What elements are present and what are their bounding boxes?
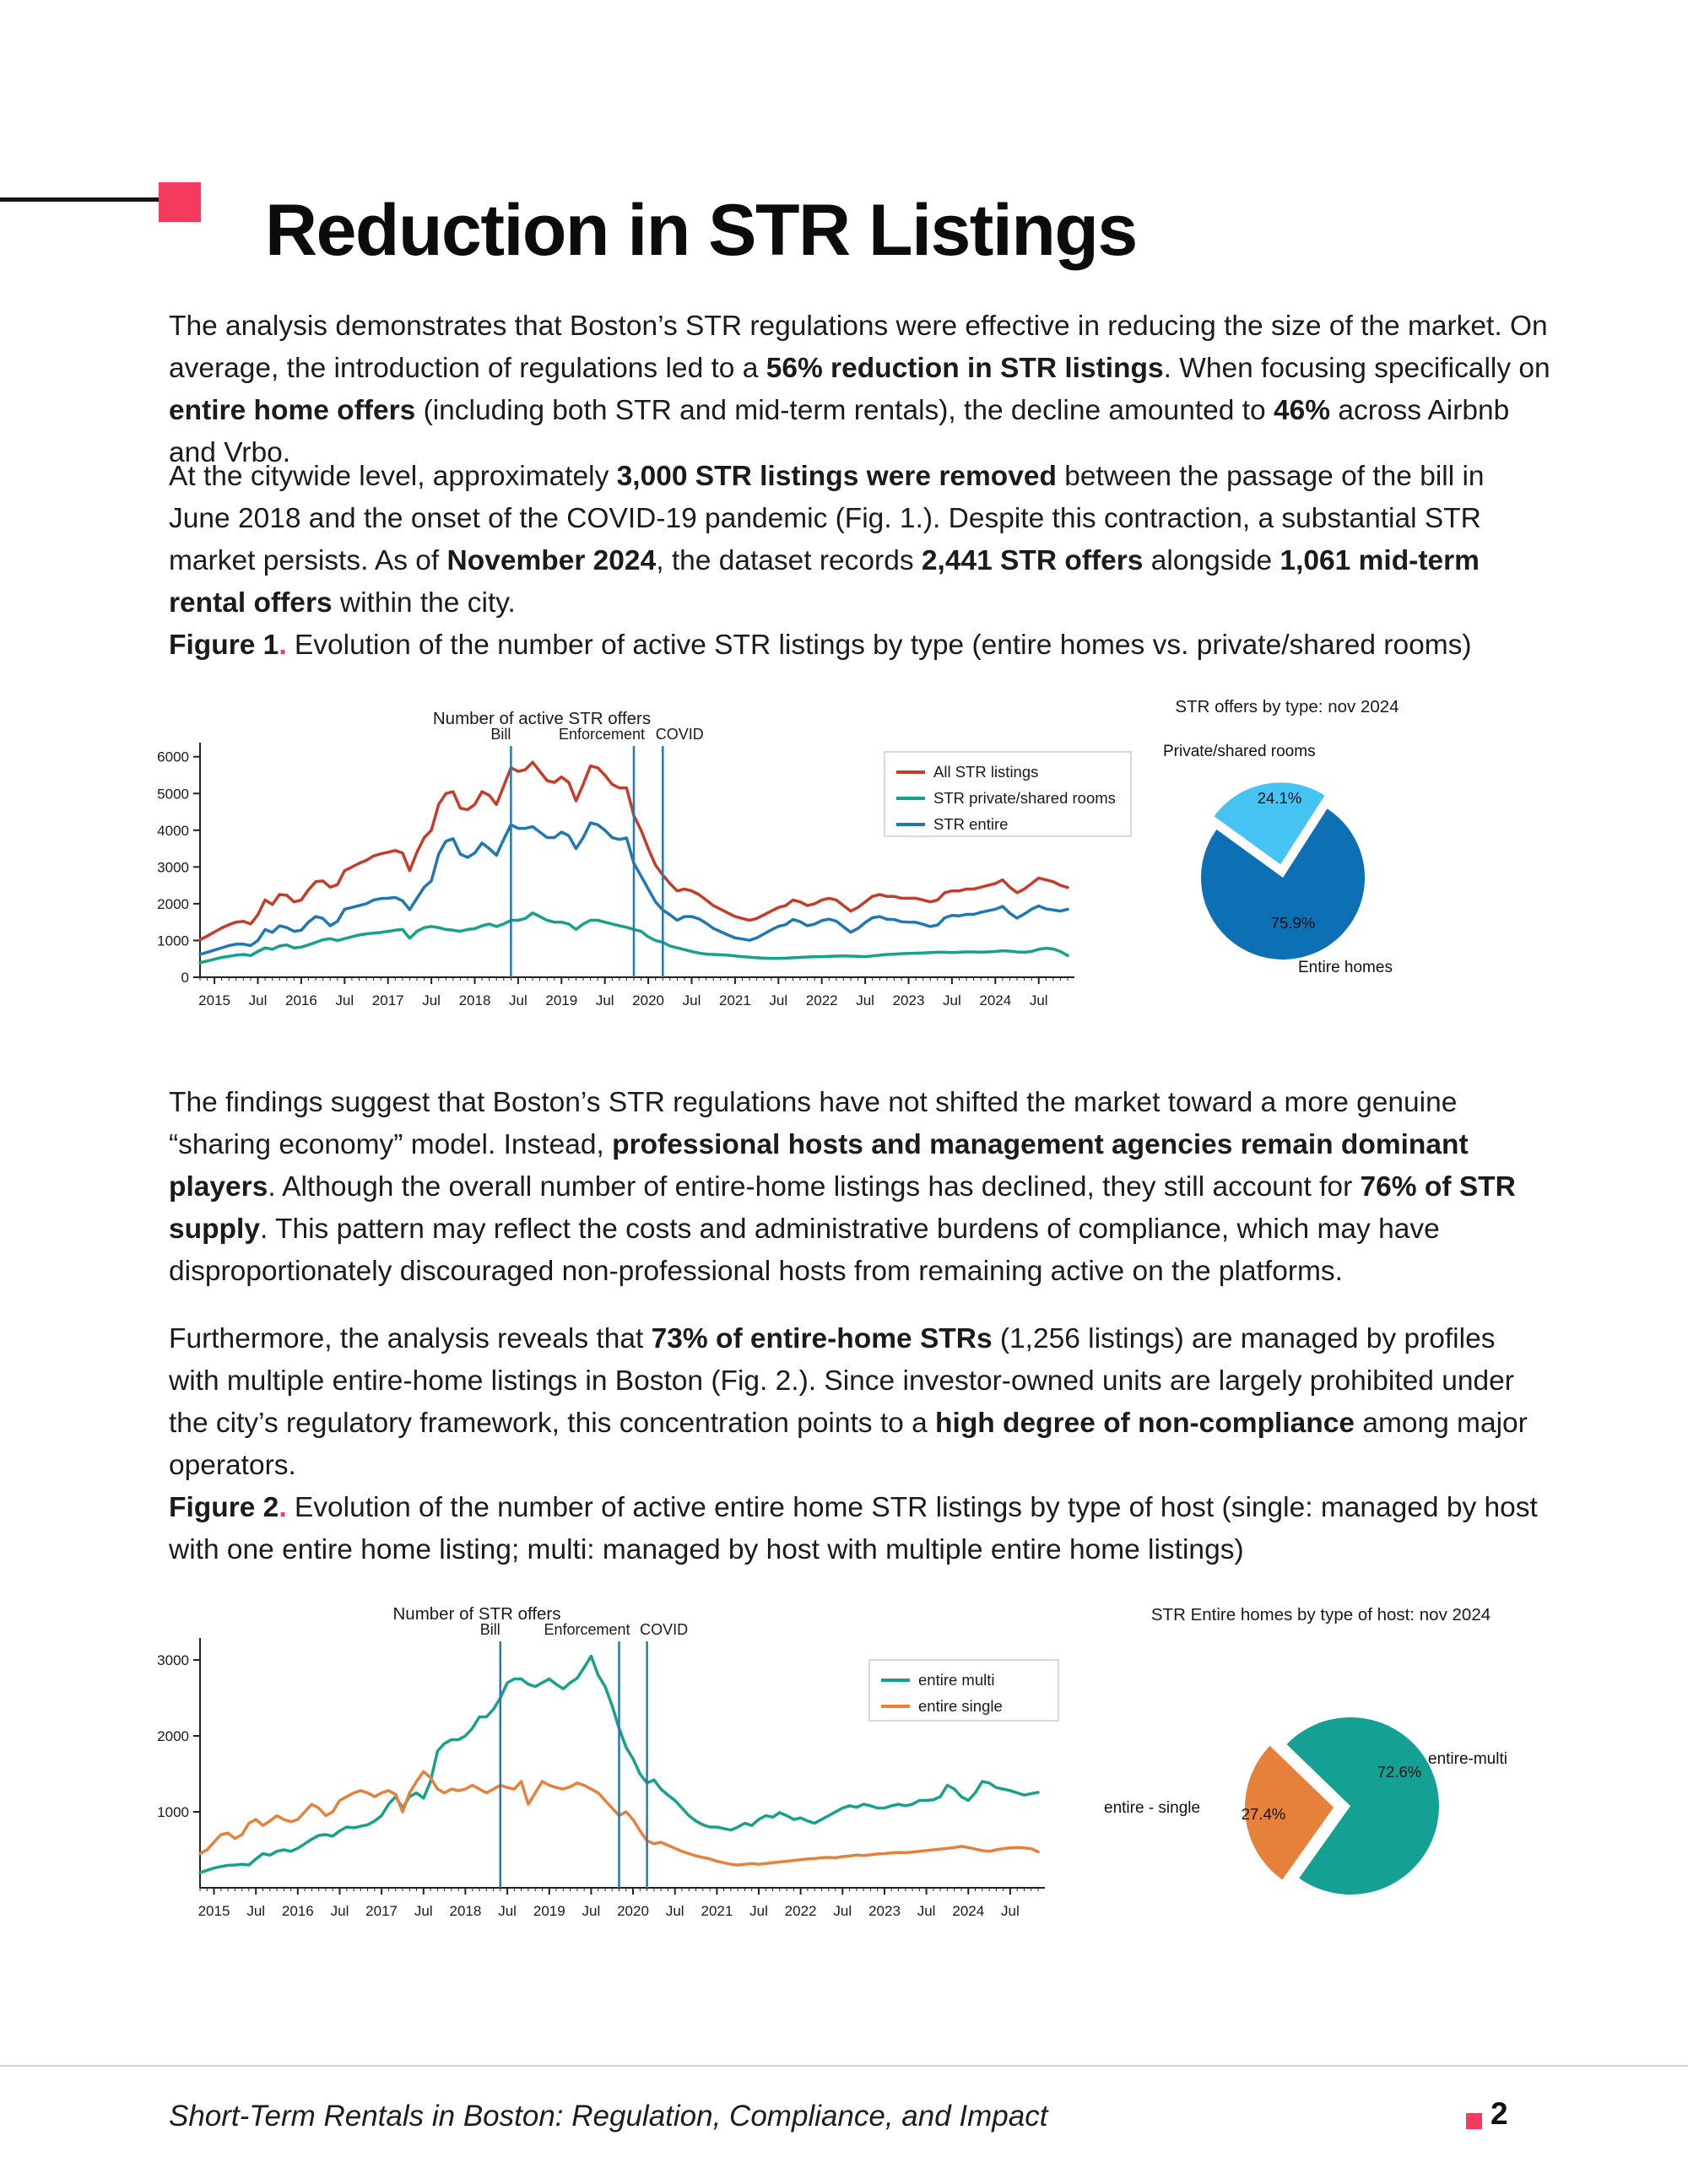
- svg-text:Entire homes: Entire homes: [1298, 959, 1393, 976]
- svg-text:Jul: Jul: [833, 1903, 852, 1919]
- svg-text:3000: 3000: [157, 859, 189, 876]
- svg-text:1000: 1000: [157, 1804, 189, 1820]
- svg-text:entire-multi: entire-multi: [1428, 1750, 1507, 1768]
- paragraph-4: Furthermore, the analysis reveals that 73% of entire-home STRs (1,256 listings) are managed by profiles with multiple entire-home listings in Boston (Fig. 2.). Since investor-owned units are largely prohibited under the city’s regulatory framework, this concentration points to a high degree of non-compliance among major operators.: [169, 1323, 1528, 1481]
- figure2-caption: Figure 2. Evolution of the number of active entire home STR listings by type of host (single: managed by host with one entire home listing; multi: managed by host with multiple entire home listings): [169, 1492, 1538, 1565]
- svg-text:Jul: Jul: [1029, 992, 1048, 1008]
- svg-text:2019: 2019: [545, 992, 578, 1008]
- svg-text:2021: 2021: [718, 992, 751, 1008]
- svg-text:2024: 2024: [952, 1903, 985, 1919]
- svg-text:2020: 2020: [632, 992, 665, 1008]
- svg-text:2023: 2023: [868, 1903, 901, 1919]
- svg-text:entire single: entire single: [918, 1697, 1003, 1715]
- svg-text:STR entire: STR entire: [933, 815, 1009, 833]
- svg-text:2019: 2019: [533, 1903, 565, 1919]
- svg-text:75.9%: 75.9%: [1270, 914, 1316, 932]
- svg-text:2017: 2017: [371, 992, 404, 1008]
- svg-text:72.6%: 72.6%: [1377, 1763, 1422, 1781]
- header-accent-square: [159, 182, 201, 222]
- svg-text:entire - single: entire - single: [1104, 1799, 1201, 1817]
- svg-text:Jul: Jul: [595, 992, 614, 1008]
- svg-text:Number of STR offers: Number of STR offers: [392, 1604, 561, 1624]
- svg-text:1000: 1000: [157, 933, 189, 949]
- figure2-line-chart: [110, 1597, 1182, 1935]
- svg-text:3000: 3000: [157, 1652, 189, 1668]
- footer-rule: [0, 2065, 1688, 2067]
- svg-text:entire multi: entire multi: [918, 1671, 995, 1689]
- svg-text:Jul: Jul: [335, 992, 354, 1008]
- svg-text:2000: 2000: [157, 895, 189, 912]
- header-rule: [0, 197, 159, 202]
- svg-text:2015: 2015: [198, 992, 231, 1008]
- svg-text:Jul: Jul: [943, 992, 961, 1008]
- svg-text:5000: 5000: [157, 786, 189, 803]
- svg-text:Bill: Bill: [479, 1621, 500, 1638]
- svg-text:2016: 2016: [284, 992, 317, 1008]
- svg-text:Jul: Jul: [1001, 1903, 1020, 1919]
- svg-text:2024: 2024: [979, 992, 1012, 1008]
- svg-text:2000: 2000: [157, 1728, 189, 1744]
- svg-text:Jul: Jul: [917, 1903, 936, 1919]
- figure1-pie-chart: [1123, 690, 1511, 1045]
- page-title: Reduction in STR Listings: [265, 189, 1137, 271]
- svg-text:Jul: Jul: [682, 992, 701, 1008]
- svg-text:Jul: Jul: [582, 1903, 601, 1919]
- svg-text:4000: 4000: [157, 822, 189, 839]
- svg-text:Jul: Jul: [749, 1903, 768, 1919]
- svg-text:Jul: Jul: [330, 1903, 349, 1919]
- svg-text:STR Entire homes by type of ho: STR Entire homes by type of host: nov 2024: [1150, 1605, 1491, 1624]
- svg-text:Jul: Jul: [422, 992, 441, 1008]
- svg-text:2023: 2023: [892, 992, 925, 1008]
- svg-text:24.1%: 24.1%: [1257, 789, 1302, 807]
- svg-text:Jul: Jul: [414, 1903, 433, 1919]
- svg-text:Jul: Jul: [856, 992, 874, 1008]
- svg-text:2021: 2021: [701, 1903, 733, 1919]
- svg-text:2016: 2016: [281, 1903, 314, 1919]
- svg-text:Jul: Jul: [246, 1903, 266, 1919]
- svg-text:2015: 2015: [197, 1903, 230, 1919]
- figure1-line-chart: [110, 707, 1182, 1036]
- paragraph-2: At the citywide level, approximately 3,000 STR listings were removed between the passage of the bill in June 2018 and the onset of the COVID-19 pandemic (Fig. 1.). Despite this contraction, a substantial STR market persists. As of November 2024, the dataset records 2,441 STR offers alongside 1,061 mid-term rental offers within the city.: [169, 461, 1485, 619]
- svg-text:Jul: Jul: [509, 992, 528, 1008]
- svg-text:Enforcement: Enforcement: [558, 726, 646, 743]
- footer-page-square: [1466, 2113, 1482, 2129]
- svg-text:27.4%: 27.4%: [1241, 1805, 1286, 1823]
- svg-text:Jul: Jul: [769, 992, 788, 1008]
- svg-text:COVID: COVID: [640, 1621, 689, 1638]
- footer-page-number: 2: [1491, 2096, 1508, 2131]
- svg-text:2018: 2018: [449, 1903, 482, 1919]
- svg-text:Jul: Jul: [665, 1903, 684, 1919]
- svg-text:All STR listings: All STR listings: [933, 763, 1039, 781]
- svg-text:Number of active STR offers: Number of active STR offers: [432, 709, 652, 728]
- footer-title: Short-Term Rentals in Boston: Regulation, Compliance, and Impact: [169, 2100, 1048, 2133]
- svg-text:2018: 2018: [458, 992, 491, 1008]
- figure2-pie-chart: [1063, 1593, 1604, 1965]
- svg-text:2022: 2022: [784, 1903, 817, 1919]
- svg-text:STR private/shared rooms: STR private/shared rooms: [933, 789, 1116, 807]
- svg-text:Private/shared rooms: Private/shared rooms: [1163, 743, 1316, 760]
- svg-text:STR offers by type: nov 2024: STR offers by type: nov 2024: [1175, 697, 1399, 716]
- svg-text:Bill: Bill: [490, 726, 511, 743]
- figure1-caption: Figure 1. Evolution of the number of active STR listings by type (entire homes vs. private/shared rooms): [169, 630, 1472, 661]
- paragraph-1: The analysis demonstrates that Boston’s STR regulations were effective in reducing the size of the market. On average, the introduction of regulations led to a 56% reduction in STR listings. When focusing specifically on entire home offers (including both STR and mid-term rentals), the decline amounted to 46% across Airbnb and Vrbo.: [169, 311, 1550, 468]
- paragraph-3: The findings suggest that Boston’s STR regulations have not shifted the market toward a more genuine “sharing economy” model. Instead, professional hosts and management agencies remain dominant players. Although the overall number of entire-home listings has declined, they still account for 76% of STR supply. This pattern may reflect the costs and administrative burdens of compliance, which may have disproportionately discouraged non-professional hosts from remaining active on the platforms.: [169, 1087, 1516, 1287]
- svg-text:Enforcement: Enforcement: [544, 1621, 630, 1638]
- svg-text:COVID: COVID: [655, 726, 704, 743]
- svg-text:Jul: Jul: [248, 992, 268, 1008]
- svg-text:Jul: Jul: [498, 1903, 517, 1919]
- svg-text:2022: 2022: [805, 992, 838, 1008]
- svg-text:0: 0: [181, 970, 189, 986]
- svg-text:6000: 6000: [157, 749, 189, 765]
- svg-text:2020: 2020: [617, 1903, 649, 1919]
- svg-text:2017: 2017: [365, 1903, 398, 1919]
